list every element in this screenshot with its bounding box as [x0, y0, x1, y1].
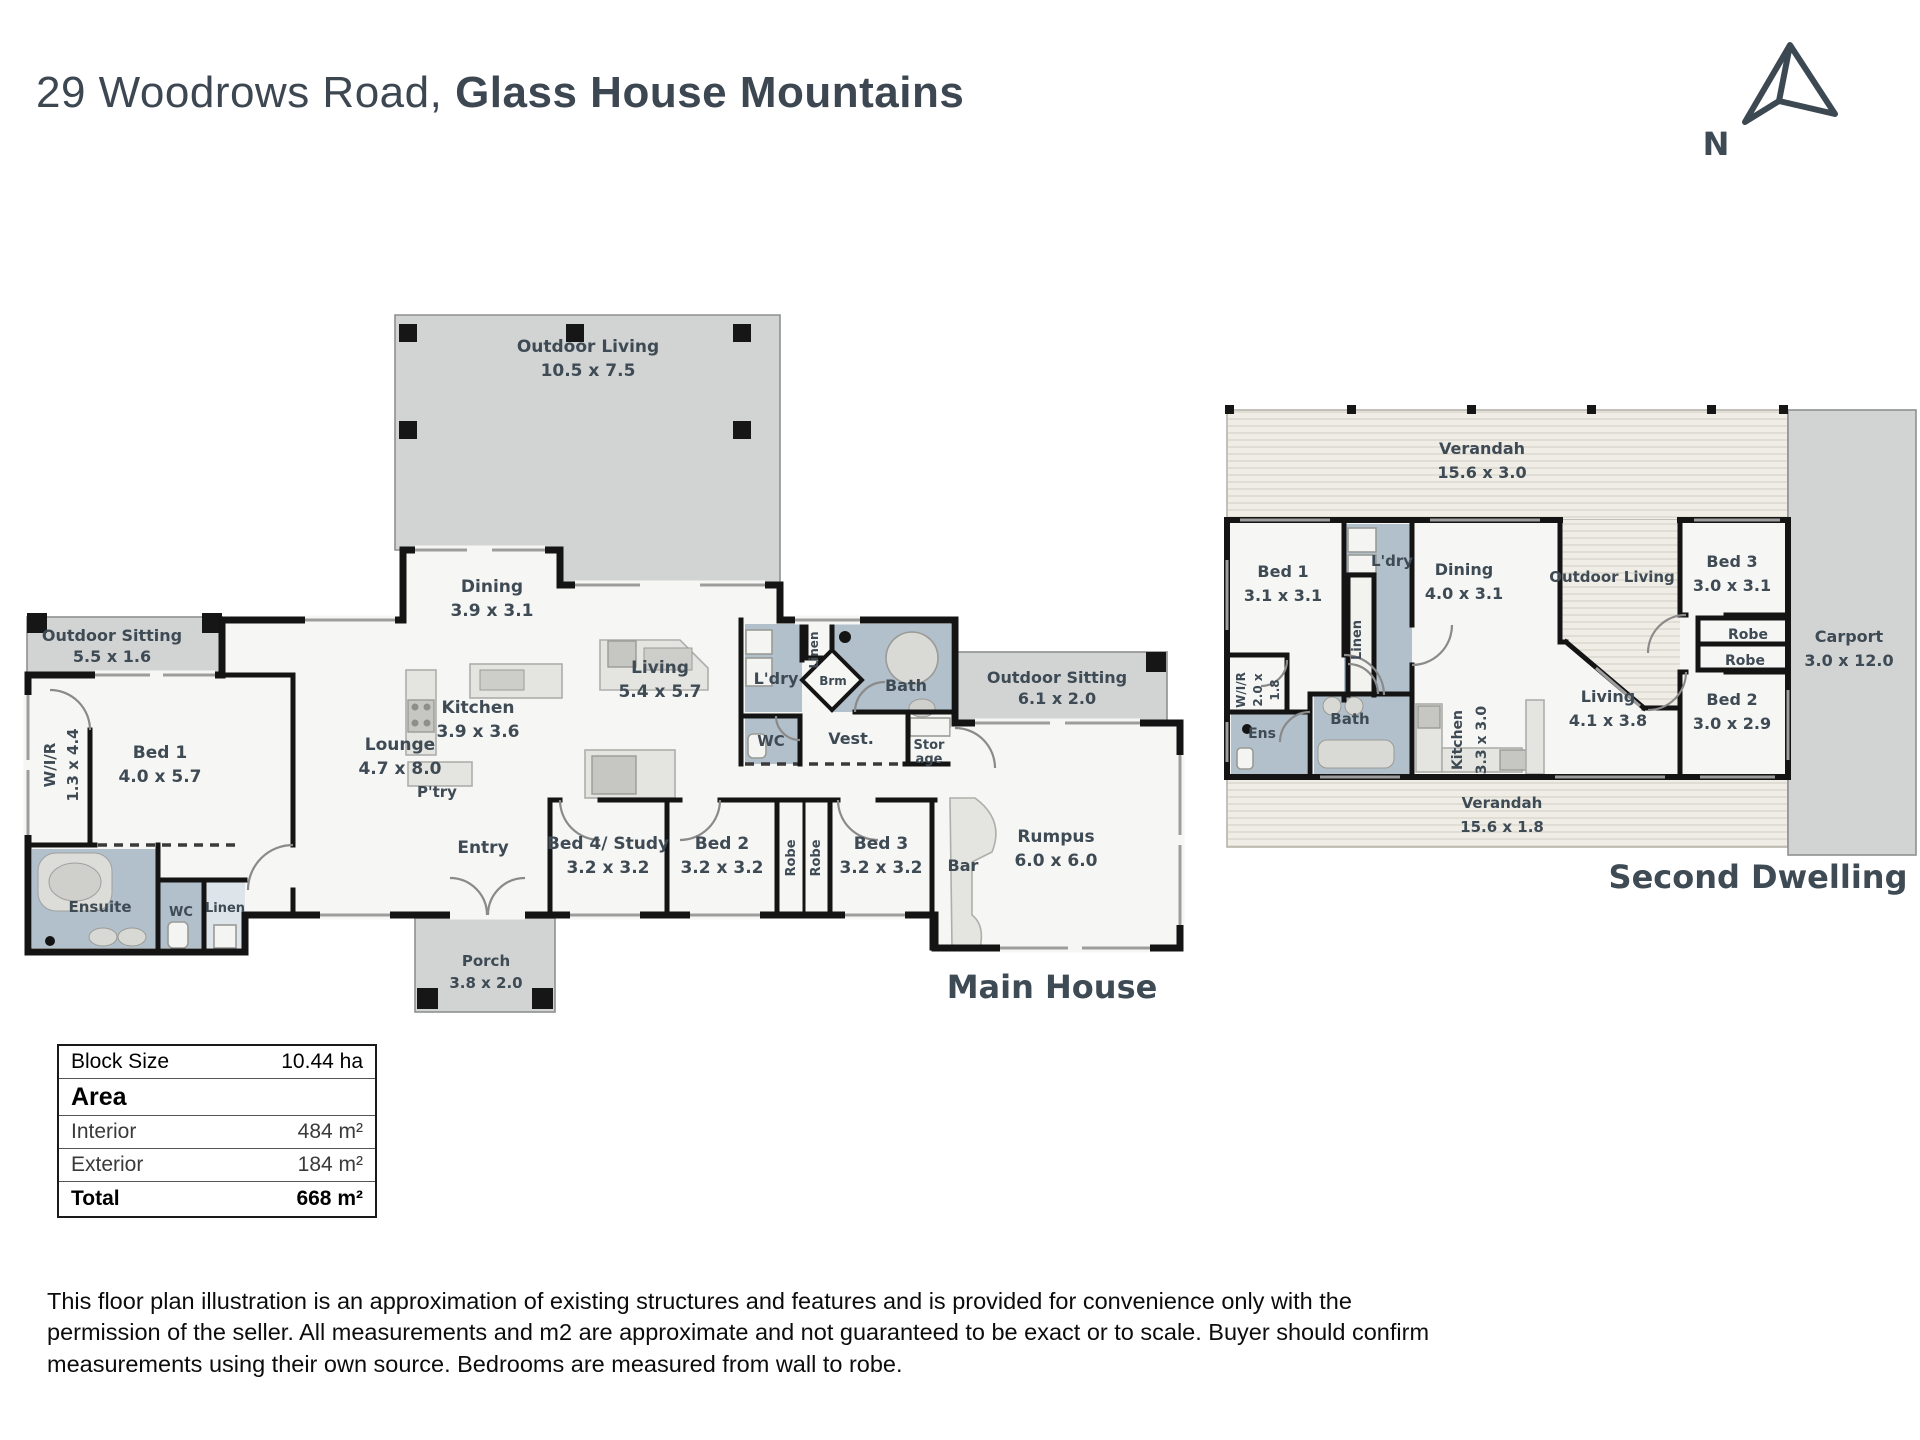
room-label-sd-bed3: Bed 3 — [1706, 552, 1758, 571]
address-text: 29 Woodrows Road, — [36, 68, 456, 117]
room-label-storage-1: Stor — [913, 738, 945, 753]
room-dims-sd-bed3: 3.0 x 3.1 — [1692, 576, 1772, 595]
room-label-verandah-bottom: Verandah — [1461, 794, 1543, 812]
disclaimer-text: This floor plan illustration is an approximation of existing structures and features and is provided for convenience only with the permission of the seller. All measurements and m2 are approximate and not guaranteed to be exact or to scale. Buyer should confirm measurements using their own source. Bedrooms are measured from wall to robe. — [47, 1288, 1430, 1377]
room-label-sd-laundry: L'dry — [1370, 552, 1414, 570]
room-dims-bed1: 4.0 x 5.7 — [118, 767, 202, 787]
room-label-lounge: Lounge — [364, 735, 436, 755]
room-label-robe2: Robe — [809, 839, 824, 877]
room-label-wir: W/I/R — [41, 742, 59, 788]
room-label-sd-living: Living — [1580, 687, 1636, 706]
room-label-porch: Porch — [461, 952, 511, 970]
room-dims-outdoor-sitting-right: 6.1 x 2.0 — [1017, 689, 1097, 708]
room-label-bed1: Bed 1 — [132, 743, 188, 763]
room-label-sd-linen: Linen — [1350, 619, 1365, 661]
room-label-linen2: Linen — [204, 901, 246, 916]
table-row-total — [59, 1182, 375, 1216]
north-label: N — [1702, 125, 1730, 163]
area-table — [57, 1044, 377, 1218]
room-label-carport: Carport — [1814, 627, 1884, 646]
room-label-sd-bath: Bath — [1330, 710, 1370, 728]
area-header: Area — [71, 1082, 127, 1111]
room-label-sd-robe1: Robe — [1728, 627, 1768, 643]
room-dims-living: 5.4 x 5.7 — [618, 682, 702, 702]
room-label-sd-dining: Dining — [1434, 560, 1494, 579]
interior-value: 484 m² — [297, 1120, 363, 1143]
total-label: Total — [71, 1187, 120, 1210]
room-dims-carport: 3.0 x 12.0 — [1804, 651, 1894, 670]
room-label-kitchen: Kitchen — [441, 698, 515, 718]
table-row-interior — [59, 1116, 375, 1149]
suburb-text: Glass House Mountains — [455, 68, 965, 117]
block-size-label: Block Size — [71, 1050, 170, 1073]
room-label-outdoor-sitting-left: Outdoor Sitting — [41, 626, 183, 645]
exterior-value: 184 m² — [297, 1153, 363, 1176]
block-size-value: 10.44 ha — [281, 1050, 363, 1073]
second-dwelling-plan — [1225, 405, 1916, 896]
second-dwelling-caption: Second Dwelling — [1608, 858, 1908, 896]
total-value: 668 m² — [296, 1187, 363, 1210]
room-label-verandah-top: Verandah — [1438, 439, 1526, 458]
room-label-bed4: Bed 4/ Study — [546, 834, 670, 854]
room-label-broom: Brm — [819, 674, 847, 688]
room-dims-porch: 3.8 x 2.0 — [449, 974, 523, 992]
room-dims-bed4: 3.2 x 3.2 — [566, 858, 650, 878]
table-row-block-size — [59, 1046, 375, 1079]
room-label-sd-kitchen: Kitchen — [1450, 709, 1466, 771]
room-label-sd-bed2: Bed 2 — [1706, 690, 1758, 709]
room-label-outdoor-sitting-right: Outdoor Sitting — [986, 668, 1128, 687]
room-dims-sd-living: 4.1 x 3.8 — [1568, 711, 1648, 730]
room-dims-lounge: 4.7 x 8.0 — [358, 759, 442, 779]
room-label-pantry: P'try — [417, 783, 457, 801]
room-label-sd-wir-2: 2.0 x — [1251, 673, 1265, 707]
table-row-area-header — [59, 1079, 375, 1116]
room-label-living: Living — [631, 658, 689, 678]
room-dims-wir: 1.3 x 4.4 — [64, 728, 82, 802]
main-house-plan — [27, 315, 1180, 1012]
room-label-dining: Dining — [460, 577, 524, 597]
main-house-caption: Main House — [946, 968, 1158, 1006]
room-label-ensuite: Ensuite — [68, 898, 132, 916]
room-label-sd-robe2: Robe — [1725, 653, 1765, 669]
room-label-outdoor-living: Outdoor Living — [516, 337, 660, 357]
exterior-label: Exterior — [71, 1153, 144, 1176]
room-label-robe1: Robe — [784, 839, 799, 877]
room-label-sd-ens: Ens — [1248, 726, 1276, 742]
room-dims-verandah-top: 15.6 x 3.0 — [1437, 463, 1527, 482]
room-dims-sd-bed1: 3.1 x 3.1 — [1243, 586, 1323, 605]
room-label-bed2: Bed 2 — [694, 834, 750, 854]
interior-label: Interior — [71, 1120, 137, 1143]
room-label-sd-wir-1: W/I/R — [1234, 672, 1248, 708]
room-label-laundry: L'dry — [753, 669, 799, 688]
room-dims-kitchen: 3.9 x 3.6 — [436, 722, 520, 742]
room-label-vestibule: Vest. — [828, 729, 874, 748]
room-dims-verandah-bottom: 15.6 x 1.8 — [1460, 818, 1544, 836]
room-label-sd-outdoor-living: Outdoor Living — [1549, 568, 1675, 586]
room-label-linen-hall: Linen — [807, 631, 821, 669]
room-label-bath: Bath — [884, 676, 928, 695]
room-label-sd-wir-3: 1.8 — [1268, 679, 1282, 701]
room-label-sd-bed1: Bed 1 — [1257, 562, 1309, 581]
room-dims-rumpus: 6.0 x 6.0 — [1014, 851, 1098, 871]
room-label-wc-hall: WC — [757, 732, 785, 750]
room-label-rumpus: Rumpus — [1017, 827, 1095, 847]
room-label-entry: Entry — [457, 838, 509, 858]
table-row-exterior — [59, 1149, 375, 1182]
room-dims-sd-dining: 4.0 x 3.1 — [1424, 584, 1504, 603]
room-label-bar: Bar — [947, 856, 979, 875]
room-dims-sd-kitchen: 3.3 x 3.0 — [1474, 705, 1490, 775]
north-arrow-icon — [1703, 45, 1835, 163]
room-label-wc2: WC — [169, 905, 193, 920]
room-label-storage-2: age — [915, 752, 943, 767]
room-label-bed3: Bed 3 — [853, 834, 909, 854]
room-dims-bed2: 3.2 x 3.2 — [680, 858, 764, 878]
room-dims-bed3: 3.2 x 3.2 — [839, 858, 923, 878]
room-dims-outdoor-living: 10.5 x 7.5 — [540, 361, 636, 381]
room-dims-outdoor-sitting-left: 5.5 x 1.6 — [72, 647, 152, 666]
room-dims-dining: 3.9 x 3.1 — [450, 601, 534, 621]
room-dims-sd-bed2: 3.0 x 2.9 — [1692, 714, 1772, 733]
